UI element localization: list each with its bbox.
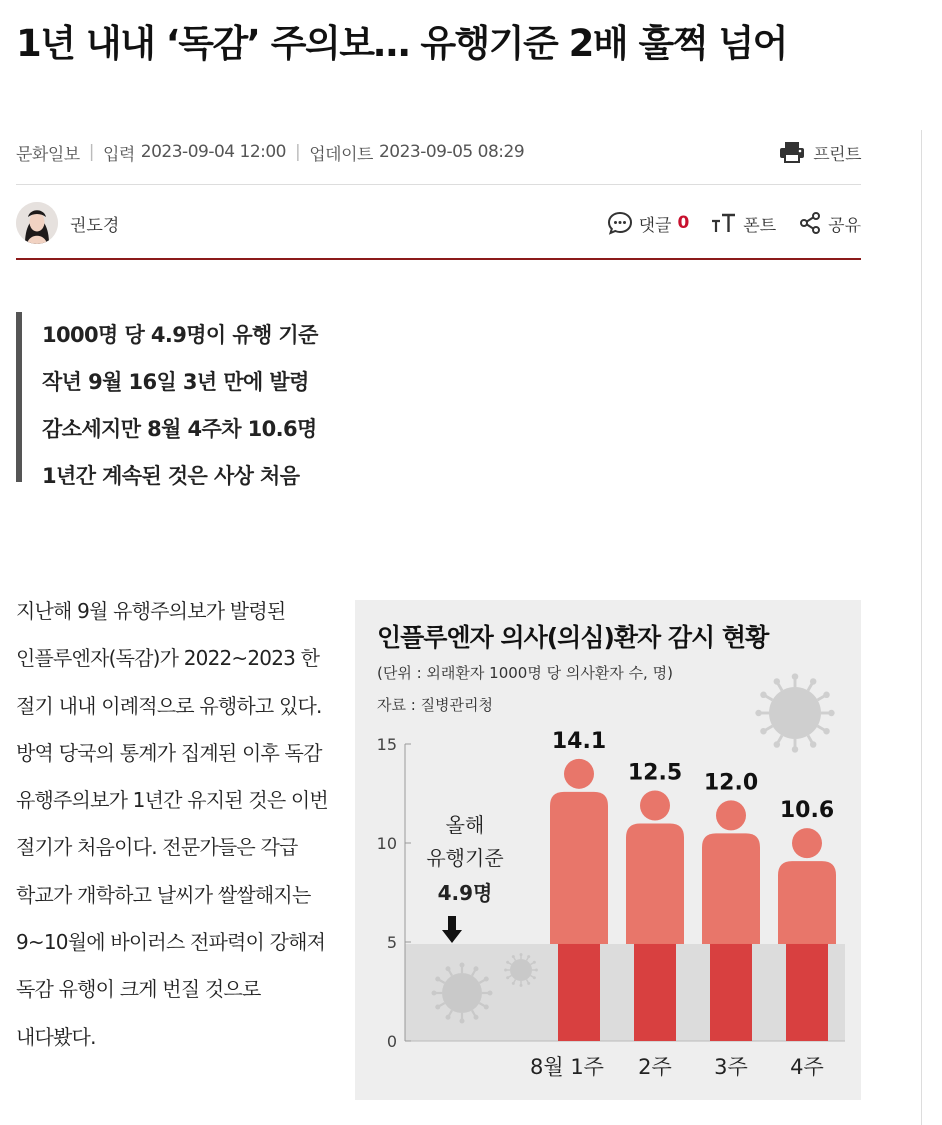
comment-bubble-icon	[607, 211, 633, 235]
bar-head	[640, 791, 670, 821]
virus-body	[510, 959, 532, 981]
author-row	[16, 200, 861, 246]
chart-title: 인플루엔자 의사(의심)환자 감시 현황	[377, 623, 769, 652]
virus-spike-tip	[512, 982, 515, 985]
bar-head	[564, 759, 594, 789]
bar	[778, 828, 836, 1041]
input-time: 2023-09-04 12:00	[140, 142, 286, 162]
virus-spike-tip	[520, 953, 523, 956]
bar-lower	[634, 944, 676, 1041]
virus-spike-tip	[504, 969, 507, 972]
page-scrollbar[interactable]	[921, 130, 922, 1125]
article-body: 지난해 9월 유행주의보가 발령된 인플루엔자(독감)가 2022~2023 한 절기 내내 이례적으로 유행하고 있다. 방역 당국의 통계가 집계된 이후 독감 유행주의보가 1년간 유지된 것은 이번 절기가 처음이다. 전문가들은 각급 학교가 개학하고 날씨가 쌀쌀해지는 9~10월에 바이러스 전파력이 강해져 독감 유행이 크게 번질 것으로 내다봤다.	[16, 599, 328, 1049]
virus-spike-tip	[535, 969, 538, 972]
virus-spike-tip	[792, 673, 799, 680]
print-button[interactable]	[779, 140, 861, 165]
bar-head	[716, 800, 746, 830]
virus-spike-tip	[484, 1005, 489, 1010]
input-label: 입력	[102, 144, 135, 165]
bar-lower	[786, 944, 828, 1041]
virus-spike-tip	[828, 710, 835, 717]
bar-upper	[778, 861, 836, 944]
share-icon	[798, 211, 822, 235]
source-name[interactable]: 문화일보	[16, 144, 80, 165]
chart-unit-note: (단위 : 외래환자 1000명 당 의사환자 수, 명)	[377, 664, 673, 682]
down-arrow-icon	[442, 916, 462, 943]
y-tick-label: 0	[386, 1032, 397, 1051]
bar-upper	[702, 833, 760, 944]
meta-divider: |	[295, 142, 301, 162]
header-divider-line	[16, 258, 861, 260]
threshold-label-line: 올해	[445, 813, 485, 837]
virus-spike-tip	[435, 1005, 440, 1010]
y-tick-label: 15	[376, 735, 397, 754]
font-label: 폰트	[743, 215, 777, 236]
summary-line: 작년 9월 16일 3년 만에 발령	[42, 370, 309, 394]
virus-spike-tip	[506, 976, 509, 979]
virus-icon	[755, 673, 834, 752]
bar	[550, 759, 608, 1041]
chart-figure	[355, 600, 861, 1100]
virus-spike-tip	[755, 710, 762, 717]
summary-line: 1년간 계속된 것은 사상 처음	[42, 464, 300, 488]
virus-spike-tip	[460, 963, 465, 968]
virus-spike-tip	[760, 728, 767, 735]
summary-line: 1000명 당 4.9명이 유행 기준	[42, 323, 318, 347]
bar-upper	[626, 824, 684, 944]
virus-spike-tip	[460, 1019, 465, 1024]
printer-icon	[779, 141, 805, 163]
y-tick-label: 10	[376, 834, 397, 853]
comment-count: 0	[677, 213, 690, 233]
print-label: 프린트	[813, 144, 861, 165]
x-tick-label: 4주	[790, 1055, 824, 1079]
bar-value-label: 12.5	[627, 760, 683, 786]
author-avatar[interactable]	[16, 202, 58, 244]
bar	[702, 800, 760, 1041]
bar-lower	[558, 944, 600, 1041]
virus-spike-tip	[432, 991, 437, 996]
share-label: 공유	[828, 215, 861, 236]
virus-body	[769, 687, 821, 739]
meta-divider-line	[16, 184, 861, 185]
author-photo	[16, 202, 58, 244]
font-size-icon	[711, 212, 737, 234]
virus-spike-tip	[446, 966, 451, 971]
virus-spike-tip	[774, 741, 781, 748]
virus-spike-tip	[527, 982, 530, 985]
virus-spike-tip	[810, 678, 817, 685]
virus-spike-tip	[810, 741, 817, 748]
article-meta	[16, 138, 861, 166]
threshold-label-line: 4.9명	[437, 881, 493, 905]
virus-spike-tip	[527, 955, 530, 958]
virus-spike-tip	[474, 966, 479, 971]
virus-spike-tip	[474, 1015, 479, 1020]
bar-value-label: 12.0	[703, 770, 759, 796]
virus-spike-tip	[520, 984, 523, 987]
update-label: 업데이트	[309, 144, 373, 165]
comment-button[interactable]	[607, 211, 690, 236]
y-tick-label: 5	[386, 933, 397, 952]
virus-spike-tip	[446, 1015, 451, 1020]
article-tools	[607, 211, 861, 236]
virus-spike-tip	[760, 692, 767, 699]
virus-spike-tip	[823, 728, 830, 735]
chart-source-note: 자료 : 질병관리청	[377, 696, 494, 714]
x-tick-label: 3주	[714, 1055, 748, 1079]
article-summary	[16, 312, 318, 488]
meta-divider: |	[88, 142, 94, 162]
font-size-button[interactable]	[711, 211, 776, 236]
bar-value-label: 14.1	[551, 728, 607, 754]
virus-spike-tip	[506, 961, 509, 964]
virus-spike-tip	[435, 977, 440, 982]
x-tick-label: 8월 1주	[530, 1055, 604, 1079]
virus-body	[442, 973, 482, 1013]
bar-lower	[710, 944, 752, 1041]
comment-label: 댓글	[638, 215, 672, 236]
virus-spike-tip	[484, 977, 489, 982]
bar-upper	[550, 792, 608, 944]
update-time: 2023-09-05 08:29	[378, 142, 525, 162]
article-headline: 1년 내내 ‘독감’ 주의보… 유행기준 2배 훌쩍 넘어	[16, 22, 787, 65]
bar-head	[792, 828, 822, 858]
threshold-annotation	[426, 813, 503, 943]
virus-spike-tip	[488, 991, 493, 996]
virus-spike-tip	[792, 746, 799, 753]
author-name[interactable]: 권도경	[70, 215, 120, 236]
chart-plot	[355, 600, 861, 1100]
virus-spike-tip	[774, 678, 781, 685]
summary-line: 감소세지만 8월 4주차 10.6명	[42, 417, 317, 441]
x-tick-label: 2주	[638, 1055, 672, 1079]
share-button[interactable]	[798, 211, 861, 236]
virus-spike-tip	[533, 976, 536, 979]
bar	[626, 791, 684, 1042]
virus-spike-tip	[512, 955, 515, 958]
virus-spike-tip	[823, 692, 830, 699]
threshold-label-line: 유행기준	[426, 846, 504, 870]
bar-value-label: 10.6	[779, 798, 835, 824]
virus-spike-tip	[533, 961, 536, 964]
